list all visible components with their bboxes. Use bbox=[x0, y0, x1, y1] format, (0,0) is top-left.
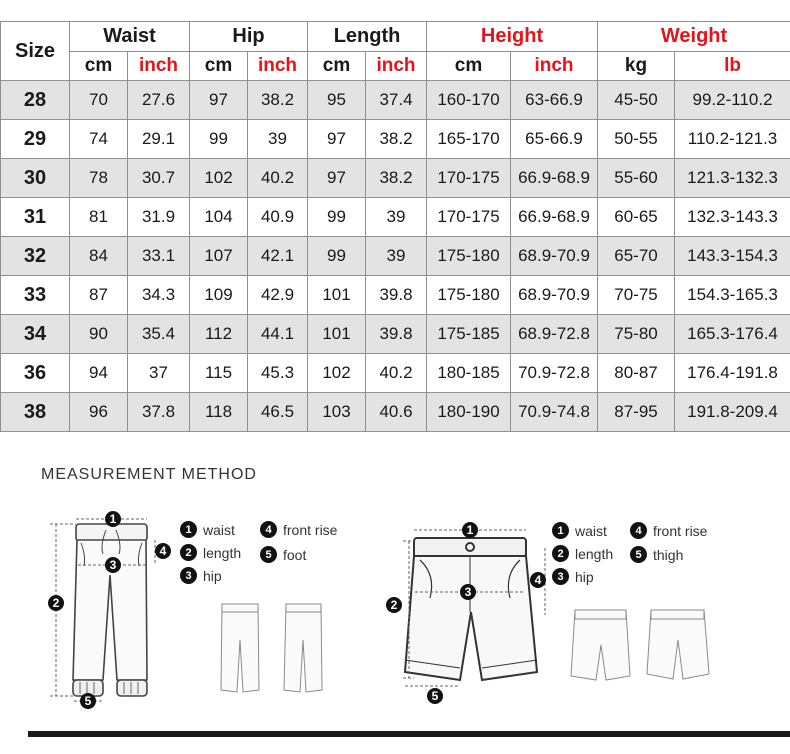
table-cell: 63-66.9 bbox=[511, 81, 598, 120]
table-cell: 101 bbox=[308, 315, 366, 354]
svg-text:1: 1 bbox=[466, 523, 474, 537]
measurement-method-title: MEASUREMENT METHOD bbox=[41, 466, 257, 483]
header-height: Height bbox=[427, 22, 598, 52]
table-cell: 74 bbox=[70, 120, 128, 159]
table-cell: 50-55 bbox=[598, 120, 675, 159]
header-weight: Weight bbox=[598, 22, 790, 52]
table-cell: 33.1 bbox=[128, 237, 190, 276]
unit-header: cm bbox=[190, 52, 248, 81]
legend-item bbox=[180, 544, 241, 561]
table-cell: 44.1 bbox=[248, 315, 308, 354]
table-cell: 97 bbox=[308, 120, 366, 159]
table-cell: 60-65 bbox=[598, 198, 675, 237]
table-cell: 165-170 bbox=[427, 120, 511, 159]
legend-item bbox=[630, 522, 707, 539]
table-cell: 103 bbox=[308, 393, 366, 432]
unit-header: inch bbox=[511, 52, 598, 81]
bottom-divider bbox=[28, 731, 790, 737]
table-cell: 45.3 bbox=[248, 354, 308, 393]
table-cell: 29.1 bbox=[128, 120, 190, 159]
shorts-marker-thigh bbox=[427, 688, 443, 704]
legend-number: 3 bbox=[180, 567, 197, 584]
table-cell: 68.9-70.9 bbox=[511, 237, 598, 276]
table-cell: 39 bbox=[366, 237, 427, 276]
table-cell: 70 bbox=[70, 81, 128, 120]
table-cell: 94 bbox=[70, 354, 128, 393]
pants-marker-hip bbox=[105, 557, 121, 573]
table-cell: 66.9-68.9 bbox=[511, 159, 598, 198]
table-cell: 176.4-191.8 bbox=[675, 354, 790, 393]
svg-text:5: 5 bbox=[431, 689, 439, 703]
table-cell: 104 bbox=[190, 198, 248, 237]
table-cell: 65-70 bbox=[598, 237, 675, 276]
table-cell: 99 bbox=[308, 198, 366, 237]
table-cell: 115 bbox=[190, 354, 248, 393]
legend-label: length bbox=[575, 545, 614, 562]
table-cell: 109 bbox=[190, 276, 248, 315]
pants-marker-length bbox=[48, 595, 64, 611]
table-cell: 65-66.9 bbox=[511, 120, 598, 159]
table-cell: 40.9 bbox=[248, 198, 308, 237]
legend-number: 4 bbox=[260, 521, 277, 538]
table-cell: 38.2 bbox=[248, 81, 308, 120]
legend-label: hip bbox=[203, 567, 222, 584]
table-cell: 70.9-72.8 bbox=[511, 354, 598, 393]
legend-item bbox=[630, 546, 683, 563]
legend-number: 2 bbox=[180, 544, 197, 561]
shorts-marker-waist bbox=[462, 522, 478, 538]
unit-header: cm bbox=[308, 52, 366, 81]
size-cell: 33 bbox=[1, 276, 70, 315]
table-cell: 107 bbox=[190, 237, 248, 276]
legend-label: waist bbox=[203, 521, 235, 538]
table-cell: 95 bbox=[308, 81, 366, 120]
table-cell: 70-75 bbox=[598, 276, 675, 315]
table-cell: 46.5 bbox=[248, 393, 308, 432]
pants-marker-waist bbox=[105, 511, 121, 527]
table-cell: 37 bbox=[128, 354, 190, 393]
table-cell: 97 bbox=[190, 81, 248, 120]
legend-item bbox=[180, 567, 222, 584]
legend-number: 3 bbox=[552, 568, 569, 585]
legend-label: hip bbox=[575, 568, 594, 585]
table-cell: 78 bbox=[70, 159, 128, 198]
legend-item bbox=[552, 522, 607, 539]
svg-text:4: 4 bbox=[534, 573, 542, 587]
table-cell: 175-180 bbox=[427, 276, 511, 315]
table-cell: 81 bbox=[70, 198, 128, 237]
unit-header: inch bbox=[128, 52, 190, 81]
table-cell: 99 bbox=[308, 237, 366, 276]
size-cell: 38 bbox=[1, 393, 70, 432]
header-hip: Hip bbox=[190, 22, 308, 52]
size-cell: 32 bbox=[1, 237, 70, 276]
table-cell: 160-170 bbox=[427, 81, 511, 120]
table-cell: 68.9-70.9 bbox=[511, 276, 598, 315]
legend-number: 2 bbox=[552, 545, 569, 562]
table-cell: 132.3-143.3 bbox=[675, 198, 790, 237]
table-cell: 39.8 bbox=[366, 315, 427, 354]
table-cell: 40.2 bbox=[248, 159, 308, 198]
header-waist: Waist bbox=[70, 22, 190, 52]
table-cell: 40.6 bbox=[366, 393, 427, 432]
table-cell: 42.9 bbox=[248, 276, 308, 315]
legend-number: 5 bbox=[630, 546, 647, 563]
table-cell: 96 bbox=[70, 393, 128, 432]
table-cell: 66.9-68.9 bbox=[511, 198, 598, 237]
unit-header: kg bbox=[598, 52, 675, 81]
legend-number: 4 bbox=[630, 522, 647, 539]
legend-item bbox=[180, 521, 235, 538]
table-cell: 121.3-132.3 bbox=[675, 159, 790, 198]
size-cell: 30 bbox=[1, 159, 70, 198]
table-cell: 165.3-176.4 bbox=[675, 315, 790, 354]
table-cell: 154.3-165.3 bbox=[675, 276, 790, 315]
table-cell: 39.8 bbox=[366, 276, 427, 315]
table-cell: 31.9 bbox=[128, 198, 190, 237]
legend-item bbox=[552, 545, 613, 562]
table-cell: 30.7 bbox=[128, 159, 190, 198]
size-cell: 29 bbox=[1, 120, 70, 159]
shorts-marker-hip bbox=[460, 584, 476, 600]
table-cell: 191.8-209.4 bbox=[675, 393, 790, 432]
legend-number: 5 bbox=[260, 546, 277, 563]
unit-header: inch bbox=[248, 52, 308, 81]
table-cell: 102 bbox=[308, 354, 366, 393]
table-cell: 97 bbox=[308, 159, 366, 198]
size-cell: 31 bbox=[1, 198, 70, 237]
table-cell: 37.4 bbox=[366, 81, 427, 120]
table-cell: 39 bbox=[366, 198, 427, 237]
table-cell: 70.9-74.8 bbox=[511, 393, 598, 432]
table-cell: 75-80 bbox=[598, 315, 675, 354]
table-cell: 27.6 bbox=[128, 81, 190, 120]
table-cell: 38.2 bbox=[366, 159, 427, 198]
legend-number: 1 bbox=[180, 521, 197, 538]
header-length: Length bbox=[308, 22, 427, 52]
svg-text:3: 3 bbox=[109, 558, 117, 572]
legend-label: front rise bbox=[283, 521, 338, 538]
legend-item bbox=[260, 546, 306, 563]
table-cell: 39 bbox=[248, 120, 308, 159]
table-cell: 87-95 bbox=[598, 393, 675, 432]
table-cell: 37.8 bbox=[128, 393, 190, 432]
table-cell: 118 bbox=[190, 393, 248, 432]
pants-marker-foot bbox=[80, 693, 96, 709]
table-cell: 35.4 bbox=[128, 315, 190, 354]
svg-text:4: 4 bbox=[159, 544, 167, 558]
unit-header: inch bbox=[366, 52, 427, 81]
legend-label: foot bbox=[283, 546, 307, 563]
unit-header: cm bbox=[427, 52, 511, 81]
table-cell: 68.9-72.8 bbox=[511, 315, 598, 354]
legend-number: 1 bbox=[552, 522, 569, 539]
legend-item bbox=[552, 568, 594, 585]
svg-text:5: 5 bbox=[84, 694, 92, 708]
table-cell: 87 bbox=[70, 276, 128, 315]
size-cell: 36 bbox=[1, 354, 70, 393]
table-cell: 42.1 bbox=[248, 237, 308, 276]
size-header: Size bbox=[1, 22, 70, 81]
table-cell: 180-185 bbox=[427, 354, 511, 393]
size-cell: 28 bbox=[1, 81, 70, 120]
legend-label: thigh bbox=[653, 546, 684, 563]
table-cell: 143.3-154.3 bbox=[675, 237, 790, 276]
unit-header: lb bbox=[675, 52, 790, 81]
svg-text:2: 2 bbox=[52, 596, 60, 610]
table-cell: 38.2 bbox=[366, 120, 427, 159]
shorts-marker-front-rise bbox=[530, 572, 546, 588]
table-cell: 175-180 bbox=[427, 237, 511, 276]
table-cell: 45-50 bbox=[598, 81, 675, 120]
legend-label: length bbox=[203, 544, 242, 561]
size-cell: 34 bbox=[1, 315, 70, 354]
table-cell: 99 bbox=[190, 120, 248, 159]
table-cell: 170-175 bbox=[427, 198, 511, 237]
table-cell: 34.3 bbox=[128, 276, 190, 315]
table-cell: 175-185 bbox=[427, 315, 511, 354]
table-cell: 90 bbox=[70, 315, 128, 354]
table-cell: 55-60 bbox=[598, 159, 675, 198]
svg-text:2: 2 bbox=[390, 598, 398, 612]
unit-header: cm bbox=[70, 52, 128, 81]
table-cell: 84 bbox=[70, 237, 128, 276]
table-cell: 102 bbox=[190, 159, 248, 198]
svg-text:1: 1 bbox=[109, 512, 117, 526]
pants-marker-front-rise bbox=[155, 543, 171, 559]
table-cell: 112 bbox=[190, 315, 248, 354]
table-cell: 180-190 bbox=[427, 393, 511, 432]
table-cell: 110.2-121.3 bbox=[675, 120, 790, 159]
table-cell: 80-87 bbox=[598, 354, 675, 393]
table-cell: 99.2-110.2 bbox=[675, 81, 790, 120]
legend-label: waist bbox=[575, 522, 607, 539]
table-cell: 101 bbox=[308, 276, 366, 315]
svg-text:3: 3 bbox=[464, 585, 472, 599]
shorts-marker-length bbox=[386, 597, 402, 613]
legend-item bbox=[260, 521, 337, 538]
table-cell: 40.2 bbox=[366, 354, 427, 393]
table-cell: 170-175 bbox=[427, 159, 511, 198]
legend-label: front rise bbox=[653, 522, 708, 539]
